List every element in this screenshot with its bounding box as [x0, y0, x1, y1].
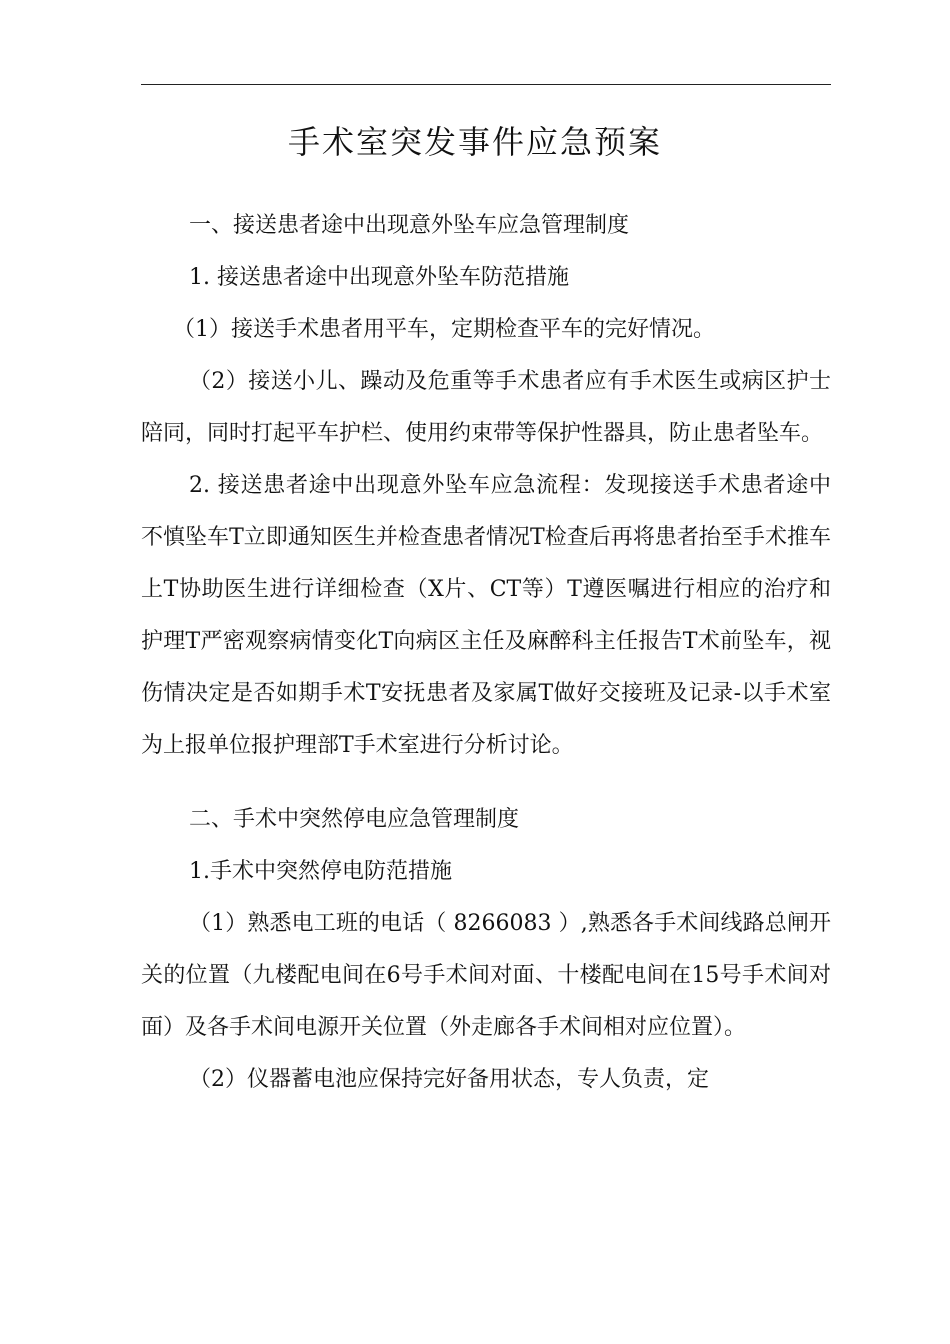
paragraph-item-2-1-2: （2）仪器蓄电池应保持完好备用状态，专人负责，定 — [189, 1067, 709, 1092]
document-body — [141, 200, 831, 1106]
header-rule — [141, 84, 831, 85]
section-heading-1: 一、接送患者途中出现意外坠车应急管理制度 — [189, 213, 630, 238]
subsection-heading-1-1: 1. 接送患者途中出现意外坠车防范措施 — [189, 265, 569, 290]
document-title: 手术室突发事件应急预案 — [287, 123, 662, 161]
paragraph-emergency-flow: 2. 接送患者途中出现意外坠车应急流程：发现接送手术患者途中不慎坠车T立即通知医生并检查患者情况T检查后再将患者抬至手术推车上T协助医生进行详细检查（X片、CT等）T遵医嘱进行相应的治疗和护理T严密观察病情变化T向病区主任及麻醉科主任报告T术前坠车，视伤情决定是否如期手术T安抚患者及家属T做好交接班及记录-以手术室为上报单位报护理部T手术室进行分析讨论。 — [141, 473, 831, 758]
paragraph-item-2-1-1: （1）熟悉电工班的电话（ 8266083 ）,熟悉各手术间线路总闸开关的位置（九楼配电间在6号手术间对面、十楼配电间在15号手术间对面）及各手术间电源开关位置（外走廊各手术间相对应位置）。 — [141, 911, 831, 1040]
subsection-heading-2-1: 1.手术中突然停电防范措施 — [189, 859, 452, 884]
paragraph-item-1-1-2: （2）接送小儿、躁动及危重等手术患者应有手术医生或病区护士陪同，同时打起平车护栏、使用约束带等保护性器具，防止患者坠车。 — [141, 369, 831, 446]
paragraph-item-1-1-1: （1）接送手术患者用平车，定期检查平车的完好情况。 — [173, 317, 715, 342]
section-heading-2: 二、手术中突然停电应急管理制度 — [189, 807, 520, 832]
section-gap — [141, 772, 831, 794]
